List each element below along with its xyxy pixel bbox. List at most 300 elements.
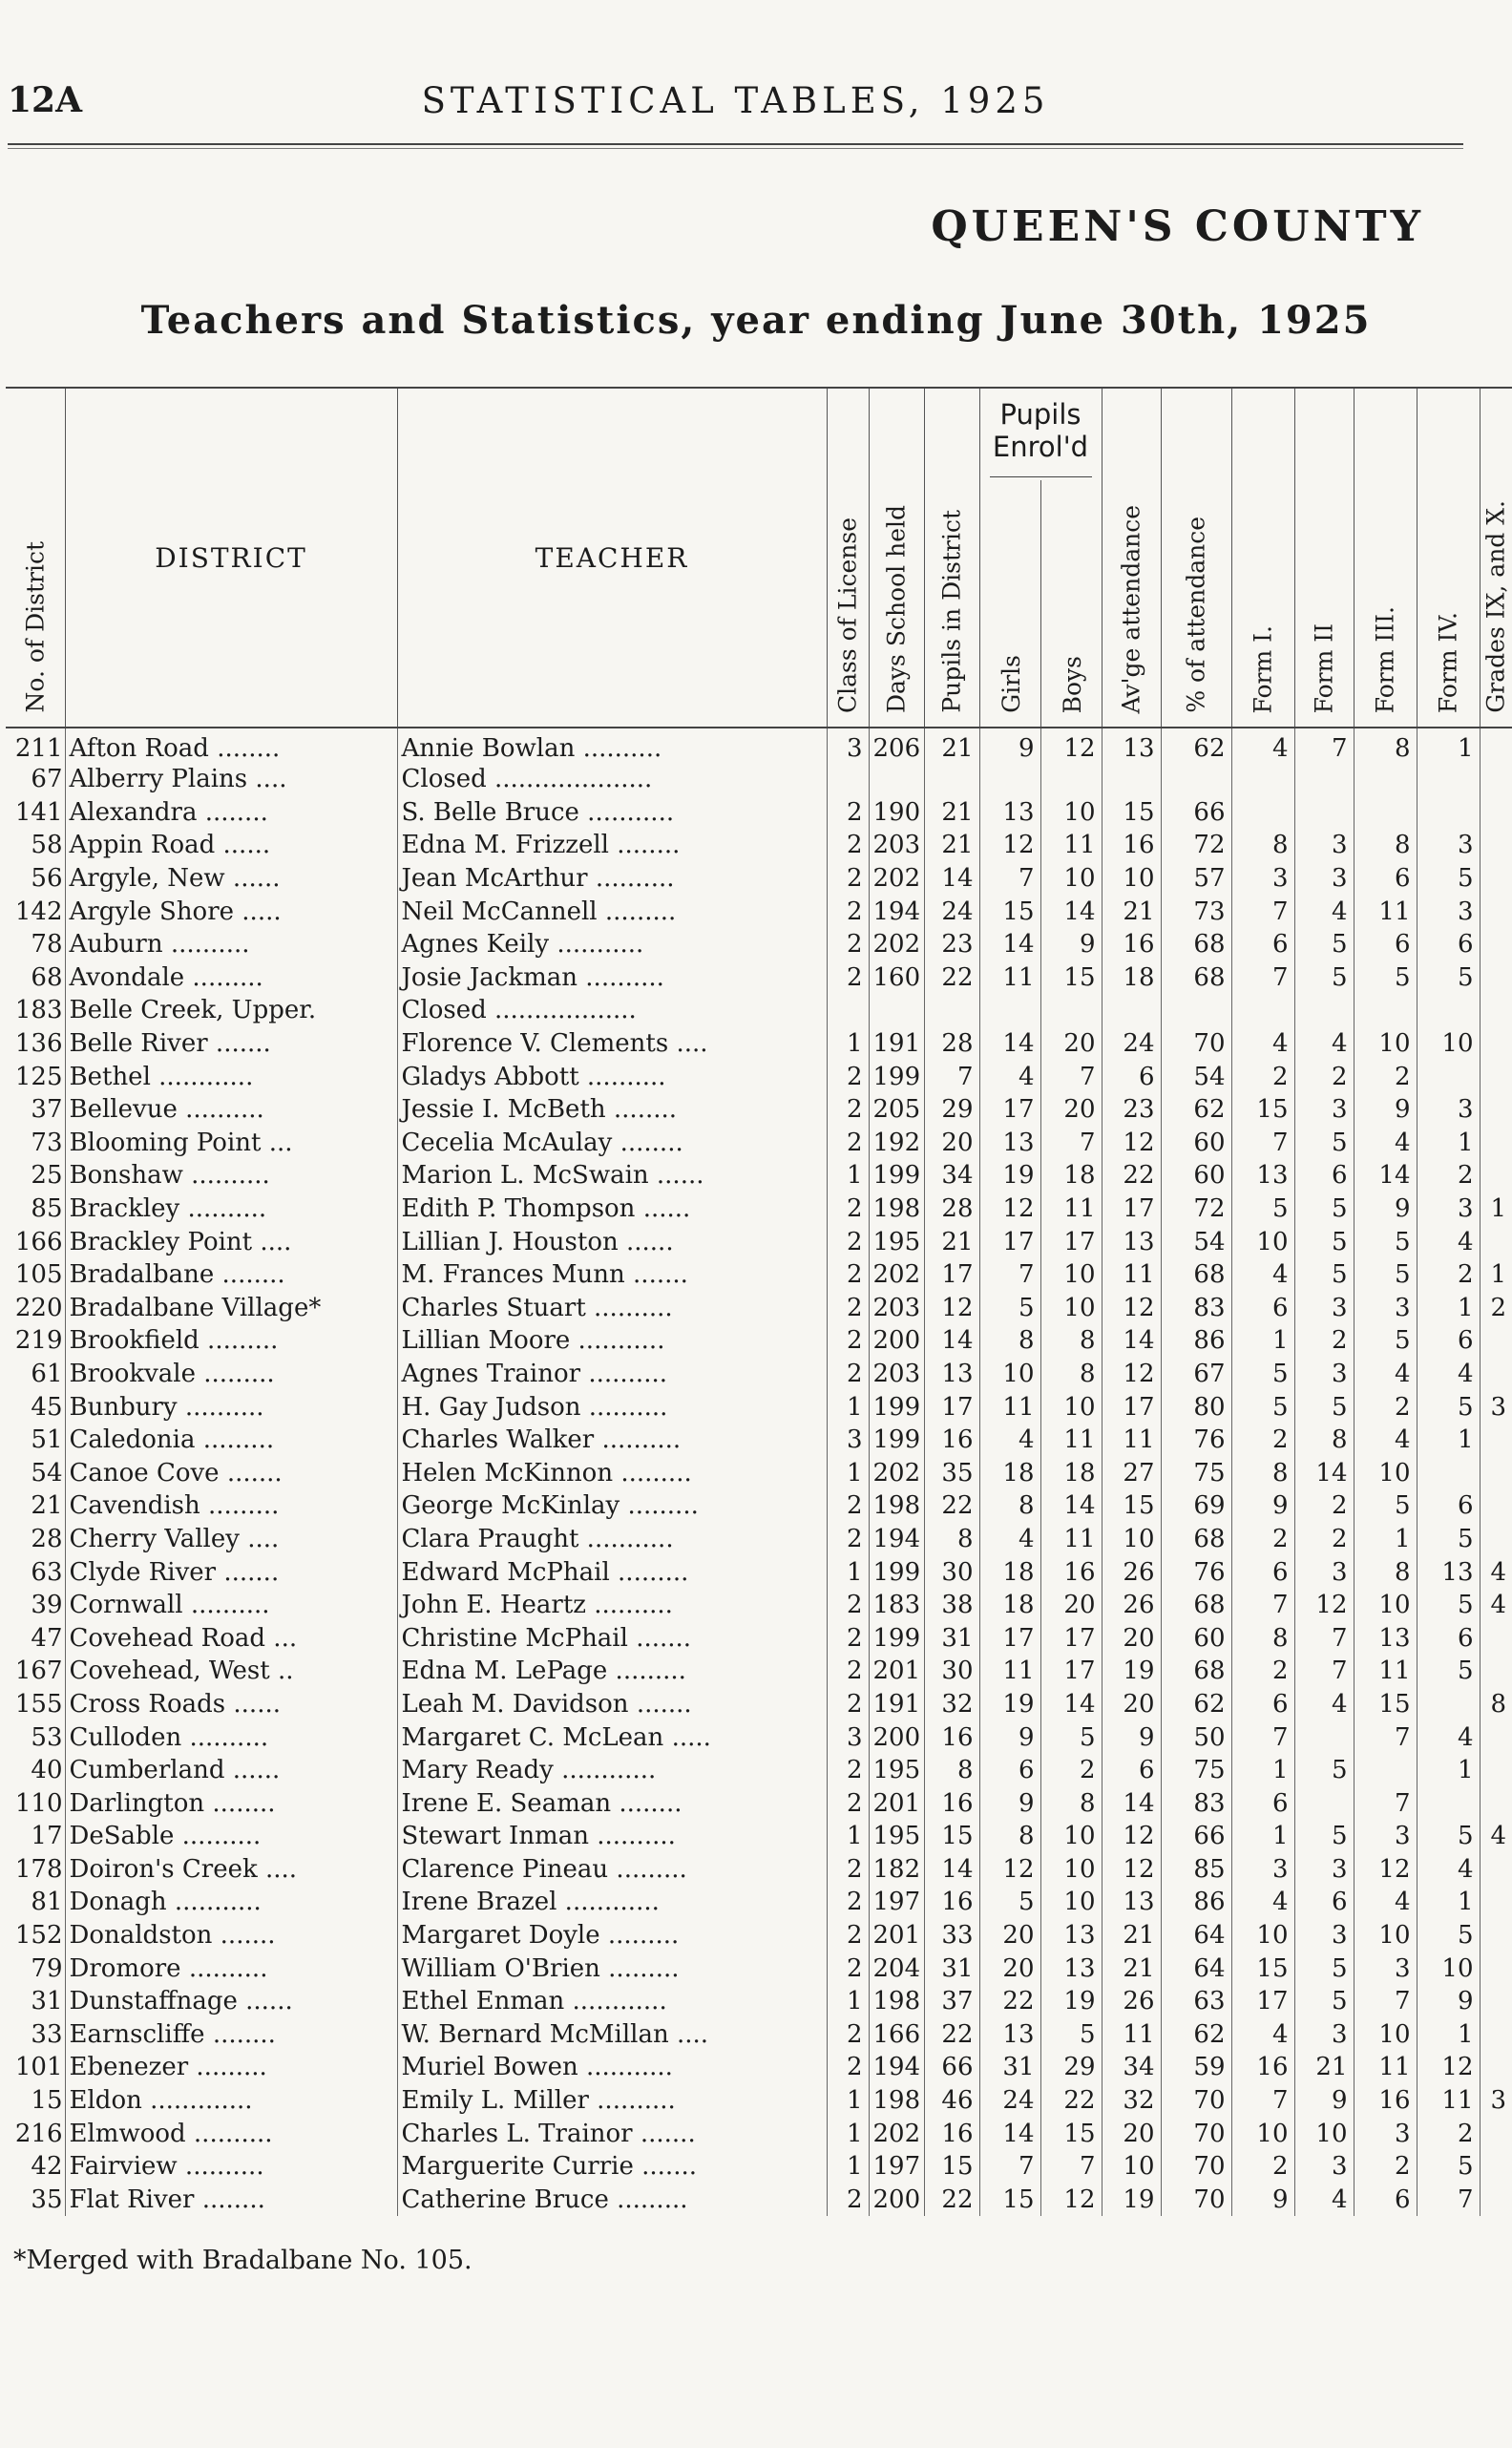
cell-f3: 3 [1354, 1292, 1417, 1325]
cell-f2 [1294, 796, 1354, 830]
cell-girls: 8 [979, 1324, 1040, 1358]
cell-f2: 4 [1294, 2184, 1354, 2217]
pupils-enrolled-rule [990, 476, 1092, 477]
cell-days: 199 [869, 1060, 924, 1093]
cell-g9 [1480, 1853, 1512, 1887]
cell-boys: 8 [1040, 1324, 1102, 1358]
cell-f3: 9 [1354, 1093, 1417, 1127]
cell-pct: 67 [1161, 1358, 1231, 1391]
cell-license: 2 [827, 1127, 869, 1160]
cell-license: 1 [827, 1555, 869, 1589]
cell-avg: 17 [1102, 1390, 1161, 1424]
cell-girls: 5 [979, 1886, 1040, 1919]
cell-f2: 7 [1294, 1655, 1354, 1688]
cell-pupils: 8 [924, 1523, 979, 1556]
cell-avg: 12 [1102, 1358, 1161, 1391]
table-row [6, 2184, 1512, 2217]
cell-pupils: 33 [924, 1919, 979, 1952]
table-subtitle: Teachers and Statistics, year ending June 30th, 1925 [140, 298, 1372, 343]
cell-district: Belle River ....... [65, 1027, 397, 1061]
cell-days: 200 [869, 1720, 924, 1754]
cell-license: 2 [827, 1786, 869, 1820]
cell-boys: 20 [1040, 1093, 1102, 1127]
page-number: 12A [8, 80, 83, 120]
cell-girls: 5 [979, 1292, 1040, 1325]
cell-g9: 4 [1490, 1822, 1506, 1851]
cell-g9 [1480, 1919, 1512, 1952]
cell-f4 [1417, 1060, 1480, 1093]
cell-f4: 9 [1417, 1985, 1480, 2018]
cell-girls: 4 [979, 1424, 1040, 1457]
cell-no: 101 [6, 2051, 65, 2084]
cell-days: 201 [869, 1919, 924, 1952]
cell-f3: 3 [1354, 1820, 1417, 1853]
cell-no: 37 [6, 1093, 65, 1127]
cell-license: 1 [827, 1159, 869, 1192]
cell-pupils: 16 [924, 1786, 979, 1820]
cell-days: 204 [869, 1952, 924, 1985]
cell-girls: 31 [979, 2051, 1040, 2084]
table-row [6, 1456, 1512, 1489]
cell-f2: 2 [1294, 1060, 1354, 1093]
table-row [6, 1159, 1512, 1192]
cell-g9 [1480, 1952, 1512, 1985]
cell-pupils: 21 [924, 829, 979, 862]
cell-days: 199 [869, 1621, 924, 1655]
cell-f2: 5 [1294, 1225, 1354, 1258]
cell-girls: 17 [979, 1621, 1040, 1655]
cell-days: 198 [869, 1192, 924, 1226]
cell-teacher: Margaret Doyle ......... [397, 1919, 827, 1952]
cell-days: 198 [869, 2084, 924, 2118]
cell-f3: 10 [1354, 1456, 1417, 1489]
cell-f2: 4 [1294, 1027, 1354, 1061]
cell-pupils: 16 [924, 1886, 979, 1919]
cell-teacher: Leah M. Davidson ....... [397, 1688, 827, 1721]
cell-days: 203 [869, 1358, 924, 1391]
cell-g9 [1480, 1027, 1512, 1061]
table-body [6, 728, 1512, 2216]
cell-boys: 13 [1040, 1952, 1102, 1985]
cell-boys: 29 [1040, 2051, 1102, 2084]
cell-pct: 72 [1161, 829, 1231, 862]
cell-boys: 17 [1040, 1621, 1102, 1655]
cell-district: Bonshaw .......... [65, 1159, 397, 1192]
cell-f4: 3 [1417, 1093, 1480, 1127]
cell-g9 [1480, 994, 1512, 1027]
cell-district: Blooming Point ... [65, 1127, 397, 1160]
cell-pct: 60 [1161, 1621, 1231, 1655]
cell-boys: 14 [1040, 895, 1102, 928]
cell-teacher: M. Frances Munn ....... [397, 1258, 827, 1292]
cell-district: Cumberland ...... [65, 1754, 397, 1787]
cell-f1: 2 [1231, 2150, 1294, 2184]
cell-girls: 11 [979, 1390, 1040, 1424]
cell-pct: 62 [1161, 1093, 1231, 1127]
table-row [6, 1820, 1512, 1853]
cell-license: 2 [827, 1853, 869, 1887]
table-row [6, 1754, 1512, 1787]
cell-f1: 16 [1231, 2051, 1294, 2084]
cell-avg: 26 [1102, 1555, 1161, 1589]
cell-district: Auburn .......... [65, 928, 397, 961]
cell-boys: 5 [1040, 2018, 1102, 2052]
cell-f4: 3 [1417, 829, 1480, 862]
cell-f2: 3 [1294, 1292, 1354, 1325]
cell-days: 197 [869, 2150, 924, 2184]
cell-pct: 86 [1161, 1324, 1231, 1358]
cell-boys: 11 [1040, 1192, 1102, 1226]
cell-f4: 5 [1417, 2150, 1480, 2184]
cell-district: Dromore .......... [65, 1952, 397, 1985]
cell-no: 67 [6, 763, 65, 796]
cell-girls: 17 [979, 1093, 1040, 1127]
cell-pupils: 15 [924, 2150, 979, 2184]
cell-license: 1 [827, 1985, 869, 2018]
col-pct-header: % of attendance [1161, 388, 1231, 728]
cell-girls: 15 [979, 895, 1040, 928]
cell-pupils: 24 [924, 895, 979, 928]
cell-f2: 5 [1294, 961, 1354, 995]
cell-boys [1040, 994, 1102, 1027]
cell-f1 [1231, 994, 1294, 1027]
cell-f2: 2 [1294, 1523, 1354, 1556]
cell-district: Covehead Road ... [65, 1621, 397, 1655]
cell-boys: 10 [1040, 1853, 1102, 1887]
cell-days: 199 [869, 1555, 924, 1589]
cell-f4: 1 [1417, 728, 1480, 763]
cell-f2: 5 [1294, 1952, 1354, 1985]
cell-no: 17 [6, 1820, 65, 1853]
cell-avg: 26 [1102, 1985, 1161, 2018]
table-row [6, 1027, 1512, 1061]
cell-license: 2 [827, 1192, 869, 1226]
cell-boys: 9 [1040, 928, 1102, 961]
cell-f3: 7 [1354, 1786, 1417, 1820]
table-row [6, 1292, 1512, 1325]
cell-boys: 10 [1040, 1292, 1102, 1325]
cell-no: 81 [6, 1886, 65, 1919]
cell-days: 182 [869, 1853, 924, 1887]
cell-teacher: Gladys Abbott .......... [397, 1060, 827, 1093]
cell-f2: 6 [1294, 1886, 1354, 1919]
cell-teacher: Edith P. Thompson ...... [397, 1192, 827, 1226]
cell-girls: 9 [979, 1786, 1040, 1820]
cell-f4 [1417, 796, 1480, 830]
cell-license: 2 [827, 928, 869, 961]
cell-pct: 70 [1161, 2084, 1231, 2118]
cell-district: Canoe Cove ....... [65, 1456, 397, 1489]
cell-f4: 13 [1417, 1555, 1480, 1589]
cell-avg: 10 [1102, 2150, 1161, 2184]
cell-f1: 4 [1231, 1258, 1294, 1292]
cell-no: 166 [6, 1225, 65, 1258]
cell-f1: 7 [1231, 2084, 1294, 2118]
cell-district: Bellevue .......... [65, 1093, 397, 1127]
cell-license: 2 [827, 2051, 869, 2084]
cell-teacher: Stewart Inman .......... [397, 1820, 827, 1853]
cell-teacher: Catherine Bruce ......... [397, 2184, 827, 2217]
cell-f1: 8 [1231, 1456, 1294, 1489]
cell-f1: 9 [1231, 2184, 1294, 2217]
cell-avg: 16 [1102, 928, 1161, 961]
cell-f2: 5 [1294, 1127, 1354, 1160]
table-row [6, 1489, 1512, 1523]
cell-license: 2 [827, 1688, 869, 1721]
cell-f1: 2 [1231, 1523, 1294, 1556]
cell-district: Alexandra ........ [65, 796, 397, 830]
cell-g9 [1480, 1655, 1512, 1688]
cell-pct: 68 [1161, 1258, 1231, 1292]
cell-no: 51 [6, 1424, 65, 1457]
cell-license: 2 [827, 1324, 869, 1358]
cell-boys: 10 [1040, 796, 1102, 830]
cell-g9 [1480, 1127, 1512, 1160]
cell-no: 167 [6, 1655, 65, 1688]
cell-avg: 13 [1102, 728, 1161, 763]
cell-teacher: Marguerite Currie ....... [397, 2150, 827, 2184]
cell-pct: 73 [1161, 895, 1231, 928]
cell-boys: 18 [1040, 1159, 1102, 1192]
cell-g9 [1480, 1523, 1512, 1556]
cell-teacher: Charles Stuart .......... [397, 1292, 827, 1325]
cell-avg: 6 [1102, 1060, 1161, 1093]
cell-pupils: 35 [924, 1456, 979, 1489]
cell-avg: 9 [1102, 1720, 1161, 1754]
cell-boys: 16 [1040, 1555, 1102, 1589]
cell-pupils: 16 [924, 2117, 979, 2150]
cell-f4: 4 [1417, 1358, 1480, 1391]
cell-pupils: 29 [924, 1093, 979, 1127]
cell-f1: 4 [1231, 1027, 1294, 1061]
cell-license: 2 [827, 895, 869, 928]
cell-pupils: 17 [924, 1390, 979, 1424]
cell-f3: 10 [1354, 1919, 1417, 1952]
cell-boys: 17 [1040, 1655, 1102, 1688]
cell-district: Earnscliffe ........ [65, 2018, 397, 2052]
cell-license: 2 [827, 1093, 869, 1127]
cell-f2: 3 [1294, 862, 1354, 896]
table-row [6, 1886, 1512, 1919]
cell-g9 [1480, 928, 1512, 961]
cell-boys: 10 [1040, 862, 1102, 896]
cell-no: 219 [6, 1324, 65, 1358]
cell-days: 201 [869, 1655, 924, 1688]
cell-license: 2 [827, 1952, 869, 1985]
cell-f1: 5 [1231, 1390, 1294, 1424]
col-pupils-district-header: Pupils in District [924, 388, 979, 728]
cell-f3: 10 [1354, 1589, 1417, 1622]
cell-license: 1 [827, 2117, 869, 2150]
cell-avg: 15 [1102, 796, 1161, 830]
cell-license: 1 [827, 1390, 869, 1424]
cell-pupils: 32 [924, 1688, 979, 1721]
cell-f3: 7 [1354, 1985, 1417, 2018]
cell-f4: 3 [1417, 895, 1480, 928]
cell-license: 2 [827, 1655, 869, 1688]
cell-no: 53 [6, 1720, 65, 1754]
cell-teacher: Jean McArthur .......... [397, 862, 827, 896]
cell-avg: 11 [1102, 2018, 1161, 2052]
cell-district: Eldon ............. [65, 2084, 397, 2118]
cell-teacher: Josie Jackman .......... [397, 961, 827, 995]
cell-days: 192 [869, 1127, 924, 1160]
cell-f2: 3 [1294, 1555, 1354, 1589]
cell-license: 2 [827, 961, 869, 995]
cell-no: 141 [6, 796, 65, 830]
cell-pct: 60 [1161, 1127, 1231, 1160]
cell-no: 58 [6, 829, 65, 862]
table-row [6, 2051, 1512, 2084]
cell-teacher: Ethel Enman ............ [397, 1985, 827, 2018]
cell-avg: 12 [1102, 1127, 1161, 1160]
cell-district: Alberry Plains .... [65, 763, 397, 796]
footnote: *Merged with Bradalbane No. 105. [13, 2246, 472, 2275]
cell-teacher: Florence V. Clements .... [397, 1027, 827, 1061]
cell-pupils: 21 [924, 1225, 979, 1258]
cell-f4: 1 [1417, 2018, 1480, 2052]
cell-days: 197 [869, 1886, 924, 1919]
cell-f2: 3 [1294, 1853, 1354, 1887]
cell-no: 61 [6, 1358, 65, 1391]
cell-f3: 2 [1354, 1390, 1417, 1424]
cell-pct: 66 [1161, 1820, 1231, 1853]
cell-teacher: Irene E. Seaman ........ [397, 1786, 827, 1820]
cell-f2: 8 [1294, 1424, 1354, 1457]
cell-teacher: Closed .................. [397, 994, 827, 1027]
statistics-table [6, 387, 1512, 2216]
cell-pct: 62 [1161, 728, 1231, 763]
cell-g9 [1480, 2150, 1512, 2184]
cell-avg: 21 [1102, 1919, 1161, 1952]
cell-pct: 59 [1161, 2051, 1231, 2084]
cell-f3: 15 [1354, 1688, 1417, 1721]
cell-f1: 1 [1231, 1754, 1294, 1787]
cell-days: 194 [869, 2051, 924, 2084]
cell-girls: 7 [979, 2150, 1040, 2184]
cell-f1: 17 [1231, 1985, 1294, 2018]
cell-f1 [1231, 796, 1294, 830]
cell-pct: 68 [1161, 961, 1231, 995]
cell-f2 [1294, 1720, 1354, 1754]
cell-teacher: Emily L. Miller .......... [397, 2084, 827, 2118]
cell-f3: 8 [1354, 829, 1417, 862]
cell-district: Avondale ......... [65, 961, 397, 995]
cell-pct: 66 [1161, 796, 1231, 830]
cell-f1: 13 [1231, 1159, 1294, 1192]
cell-girls: 11 [979, 961, 1040, 995]
cell-license: 2 [827, 1886, 869, 1919]
cell-district: DeSable .......... [65, 1820, 397, 1853]
cell-f1: 6 [1231, 928, 1294, 961]
cell-license: 3 [827, 728, 869, 763]
col-form2-header: Form II [1294, 388, 1354, 728]
cell-pct: 68 [1161, 1523, 1231, 1556]
cell-f3 [1354, 1754, 1417, 1787]
cell-g9: 1 [1490, 1194, 1506, 1224]
col-form4-header: Form IV. [1417, 388, 1480, 728]
cell-days: 166 [869, 2018, 924, 2052]
cell-girls: 13 [979, 796, 1040, 830]
cell-boys: 15 [1040, 961, 1102, 995]
cell-pct: 54 [1161, 1060, 1231, 1093]
cell-district: Donaldston ....... [65, 1919, 397, 1952]
cell-teacher: Christine McPhail ....... [397, 1621, 827, 1655]
cell-f3: 8 [1354, 1555, 1417, 1589]
cell-avg: 10 [1102, 862, 1161, 896]
table-row [6, 2018, 1512, 2052]
cell-no: 155 [6, 1688, 65, 1721]
table-row [6, 728, 1512, 763]
table-row [6, 1192, 1512, 1226]
cell-girls: 12 [979, 1192, 1040, 1226]
cell-f4: 5 [1417, 1589, 1480, 1622]
cell-avg: 23 [1102, 1093, 1161, 1127]
cell-district: Cavendish ......... [65, 1489, 397, 1523]
cell-no: 136 [6, 1027, 65, 1061]
cell-boys: 12 [1040, 2184, 1102, 2217]
cell-girls: 13 [979, 2018, 1040, 2052]
cell-boys: 10 [1040, 1886, 1102, 1919]
cell-no: 211 [6, 728, 65, 763]
cell-f4: 6 [1417, 1489, 1480, 1523]
cell-teacher: Irene Brazel ............ [397, 1886, 827, 1919]
cell-no: 125 [6, 1060, 65, 1093]
cell-boys: 11 [1040, 1424, 1102, 1457]
cell-pupils: 28 [924, 1192, 979, 1226]
cell-teacher: George McKinlay ......... [397, 1489, 827, 1523]
cell-f4 [1417, 994, 1480, 1027]
cell-f2: 7 [1294, 1621, 1354, 1655]
col-avg-header: Av'ge attendance [1102, 388, 1161, 728]
cell-f1: 7 [1231, 961, 1294, 995]
running-head [8, 80, 1463, 128]
cell-district: Brookvale ......... [65, 1358, 397, 1391]
cell-district: Argyle Shore ..... [65, 895, 397, 928]
cell-girls: 17 [979, 1225, 1040, 1258]
table-row [6, 862, 1512, 896]
cell-teacher: H. Gay Judson .......... [397, 1390, 827, 1424]
cell-f4: 2 [1417, 1258, 1480, 1292]
cell-pupils: 16 [924, 1424, 979, 1457]
cell-girls: 7 [979, 1258, 1040, 1292]
cell-f2: 10 [1294, 2117, 1354, 2150]
cell-pupils: 31 [924, 1621, 979, 1655]
cell-f2: 5 [1294, 1258, 1354, 1292]
table-row [6, 1258, 1512, 1292]
cell-pupils: 21 [924, 728, 979, 763]
cell-f3: 3 [1354, 2117, 1417, 2150]
cell-no: 110 [6, 1786, 65, 1820]
cell-f1: 6 [1231, 1292, 1294, 1325]
cell-no: 28 [6, 1523, 65, 1556]
cell-pct: 62 [1161, 1688, 1231, 1721]
cell-boys: 11 [1040, 829, 1102, 862]
cell-pupils: 8 [924, 1754, 979, 1787]
cell-teacher: Annie Bowlan .......... [397, 728, 827, 763]
cell-pupils: 14 [924, 1324, 979, 1358]
cell-f1: 9 [1231, 1489, 1294, 1523]
cell-district: Cherry Valley .... [65, 1523, 397, 1556]
cell-avg [1102, 763, 1161, 796]
cell-license: 2 [827, 2018, 869, 2052]
header-row [6, 388, 1512, 728]
cell-pct: 60 [1161, 1159, 1231, 1192]
cell-avg: 11 [1102, 1258, 1161, 1292]
cell-teacher: John E. Heartz .......... [397, 1589, 827, 1622]
cell-girls: 14 [979, 928, 1040, 961]
cell-f1: 6 [1231, 1786, 1294, 1820]
